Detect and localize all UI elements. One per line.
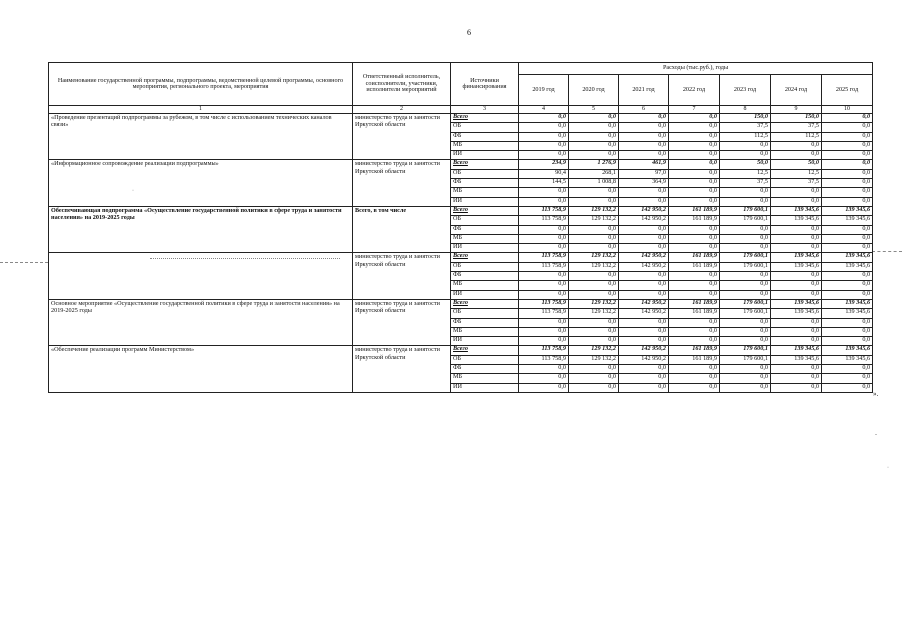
expense-value: 0,0 — [569, 123, 619, 132]
header-year: 2020 год — [569, 75, 619, 106]
expense-value: 129 132,2 — [569, 309, 619, 318]
expense-value: 0,0 — [519, 244, 569, 253]
header-year: 2019 год — [519, 75, 569, 106]
expense-value: 0,0 — [720, 188, 771, 197]
expense-value: 0,0 — [822, 197, 873, 206]
expense-value: 0,0 — [519, 337, 569, 346]
expense-value: 142 950,2 — [619, 206, 669, 215]
expense-value: 0,0 — [669, 318, 720, 327]
expense-value: 0,0 — [519, 281, 569, 290]
expense-value: 0,0 — [669, 123, 720, 132]
expense-value: 0,0 — [822, 337, 873, 346]
expense-value: 139 345,6 — [822, 216, 873, 225]
expense-value: 0,0 — [822, 383, 873, 392]
expense-value: 0,0 — [569, 188, 619, 197]
expense-value: 179 600,1 — [720, 346, 771, 355]
expense-value: 50,0 — [771, 160, 822, 169]
column-number: 5 — [569, 106, 619, 114]
expense-value: 0,0 — [569, 337, 619, 346]
column-number: 9 — [771, 106, 822, 114]
expense-value: 139 345,6 — [771, 262, 822, 271]
expense-value: 139 345,6 — [771, 253, 822, 262]
expense-value: 150,0 — [720, 114, 771, 123]
column-number: 3 — [451, 106, 519, 114]
header-expenses: Расходы (тыс.руб.), годы — [519, 63, 873, 75]
expense-value: 139 345,6 — [771, 206, 822, 215]
expense-value: 0,0 — [771, 188, 822, 197]
expense-value: 0,0 — [771, 318, 822, 327]
expense-value: 129 132,2 — [569, 262, 619, 271]
expense-value: 0,0 — [669, 179, 720, 188]
expense-value: 0,0 — [771, 225, 822, 234]
expense-value: 50,0 — [720, 160, 771, 169]
header-executor: Ответственный исполнитель, соисполнители, участники, исполнители мероприятий — [353, 63, 451, 106]
executor-name: министерство труда и занятости Иркутской области — [353, 253, 451, 299]
funding-source: ОБ — [451, 355, 519, 364]
budget-table — [48, 62, 873, 393]
closing-quote-mark: ». — [873, 390, 879, 398]
expense-value: 0,0 — [822, 114, 873, 123]
expense-value: 150,0 — [771, 114, 822, 123]
expense-value: 142 950,2 — [619, 355, 669, 364]
funding-source: ФБ — [451, 272, 519, 281]
funding-source: ОБ — [451, 216, 519, 225]
funding-source: МБ — [451, 234, 519, 243]
expense-value: 0,0 — [569, 327, 619, 336]
expense-value: 0,0 — [619, 132, 669, 141]
expense-value: 0,0 — [619, 337, 669, 346]
funding-source: МБ — [451, 141, 519, 150]
expense-value: 37,5 — [771, 123, 822, 132]
expense-value: 0,0 — [771, 374, 822, 383]
expense-value: 0,0 — [519, 318, 569, 327]
expense-value: 112,5 — [771, 132, 822, 141]
expense-value: 139 345,6 — [822, 346, 873, 355]
activity-name: «Обеспечение реализации программ Министерством» — [49, 346, 353, 392]
expense-value: 0,0 — [669, 244, 720, 253]
expense-value: 0,0 — [669, 197, 720, 206]
header-year: 2021 год — [619, 75, 669, 106]
expense-value: 0,0 — [720, 327, 771, 336]
expense-value: 0,0 — [822, 123, 873, 132]
expense-value: 0,0 — [669, 225, 720, 234]
funding-source: ФБ — [451, 225, 519, 234]
funding-source: Всего — [451, 114, 519, 123]
expense-value: 0,0 — [569, 132, 619, 141]
activity-name: «Проведение презентаций подпрограммы за рубежом, в том числе с использованием технических каналов связи» — [49, 114, 353, 160]
expense-value: 129 132,2 — [569, 253, 619, 262]
header-numbers-row — [49, 106, 873, 114]
expense-value: 139 345,6 — [771, 309, 822, 318]
expense-value: 0,0 — [720, 244, 771, 253]
expense-value: 161 189,9 — [669, 262, 720, 271]
expense-value: 0,0 — [569, 244, 619, 253]
expense-value: 139 345,6 — [822, 262, 873, 271]
funding-source: МБ — [451, 374, 519, 383]
expense-value: 161 189,9 — [669, 216, 720, 225]
expense-value: 0,0 — [669, 290, 720, 299]
expense-value: 161 189,9 — [669, 299, 720, 308]
expense-value: 0,0 — [519, 123, 569, 132]
expense-value: 0,0 — [669, 114, 720, 123]
expense-value: 0,0 — [822, 290, 873, 299]
expense-value: 0,0 — [669, 188, 720, 197]
expense-value: 0,0 — [569, 197, 619, 206]
funding-source: Всего — [451, 206, 519, 215]
expense-value: 0,0 — [519, 383, 569, 392]
expense-value: 0,0 — [569, 365, 619, 374]
expense-value: 179 600,1 — [720, 216, 771, 225]
expense-value: 139 345,6 — [771, 216, 822, 225]
expense-value: 0,0 — [519, 188, 569, 197]
expense-value: 0,0 — [669, 327, 720, 336]
column-number: 6 — [619, 106, 669, 114]
expense-value: 0,0 — [619, 234, 669, 243]
expense-value: 139 345,6 — [771, 355, 822, 364]
expense-value: 0,0 — [720, 383, 771, 392]
funding-source: ИИ — [451, 197, 519, 206]
expense-value: 0,0 — [619, 327, 669, 336]
expense-value: 179 600,1 — [720, 262, 771, 271]
expense-value: 0,0 — [619, 244, 669, 253]
column-number: 4 — [519, 106, 569, 114]
activity-name: Обеспечивающая подпрограмма «Осуществление государственной политики в сфере труда и занятости населения» на 2019-2025 годы — [49, 206, 353, 252]
expense-value: 0,0 — [569, 141, 619, 150]
expense-value: 0,0 — [720, 234, 771, 243]
expense-value: 0,0 — [519, 197, 569, 206]
activity-name — [49, 253, 353, 299]
expense-value: 0,0 — [822, 225, 873, 234]
expense-value: 0,0 — [569, 290, 619, 299]
expense-value: 12,5 — [771, 169, 822, 178]
expense-value: 113 758,9 — [519, 299, 569, 308]
expense-value: 129 132,2 — [569, 346, 619, 355]
expense-value: 0,0 — [771, 197, 822, 206]
expense-value: 179 600,1 — [720, 355, 771, 364]
expense-value: 0,0 — [619, 151, 669, 160]
executor-name: министерство труда и занятости Иркутской области — [353, 299, 451, 345]
expense-value: 0,0 — [771, 272, 822, 281]
expense-value: 0,0 — [720, 141, 771, 150]
expense-value: 0,0 — [822, 160, 873, 169]
expense-value: 0,0 — [519, 234, 569, 243]
expense-value: 461,9 — [619, 160, 669, 169]
expense-value: 0,0 — [822, 365, 873, 374]
header-row-top — [49, 63, 873, 75]
expense-value: 0,0 — [569, 225, 619, 234]
funding-source: МБ — [451, 281, 519, 290]
expense-value: 0,0 — [822, 151, 873, 160]
funding-source: ИИ — [451, 337, 519, 346]
expense-value: 0,0 — [771, 365, 822, 374]
table-row — [49, 160, 873, 169]
expense-value: 113 758,9 — [519, 355, 569, 364]
funding-source: Всего — [451, 299, 519, 308]
expense-value: 0,0 — [771, 337, 822, 346]
expense-value: 129 132,2 — [569, 216, 619, 225]
activity-name: «Информационное сопровождение реализации подпрограммы» — [49, 160, 353, 206]
expense-value: 12,5 — [720, 169, 771, 178]
expense-value: 364,9 — [619, 179, 669, 188]
table-row — [49, 299, 873, 308]
expense-value: 0,0 — [519, 141, 569, 150]
expense-value: 142 950,2 — [619, 299, 669, 308]
expense-value: 0,0 — [669, 337, 720, 346]
expense-value: 161 189,9 — [669, 346, 720, 355]
expense-value: 0,0 — [619, 272, 669, 281]
expense-value: 161 189,9 — [669, 309, 720, 318]
funding-source: ФБ — [451, 318, 519, 327]
expense-value: 0,0 — [569, 318, 619, 327]
expense-value: 0,0 — [822, 179, 873, 188]
expense-value: 179 600,1 — [720, 206, 771, 215]
header-year: 2023 год — [720, 75, 771, 106]
scan-mark-dot: · — [132, 188, 134, 194]
header-name: Наименование государственной программы, подпрограммы, ведомственной целевой программы, основного мероприятия, регионального проекта, мероприятия — [49, 63, 353, 106]
expense-value: 90,4 — [519, 169, 569, 178]
expense-value: 234,9 — [519, 160, 569, 169]
expense-value: 142 950,2 — [619, 262, 669, 271]
expense-value: 0,0 — [619, 114, 669, 123]
expense-value: 0,0 — [822, 272, 873, 281]
expense-value: 0,0 — [720, 365, 771, 374]
funding-source: ОБ — [451, 169, 519, 178]
header-year: 2022 год — [669, 75, 720, 106]
expense-value: 0,0 — [771, 151, 822, 160]
expense-value: 0,0 — [619, 281, 669, 290]
expense-value: 0,0 — [822, 327, 873, 336]
expense-value: 0,0 — [771, 281, 822, 290]
scan-mark-dot-2: · — [887, 465, 889, 471]
expense-value: 0,0 — [822, 188, 873, 197]
expense-value: 0,0 — [669, 365, 720, 374]
expense-value: 0,0 — [569, 151, 619, 160]
expense-value: 0,0 — [771, 141, 822, 150]
expense-value: 0,0 — [720, 318, 771, 327]
header-year: 2024 год — [771, 75, 822, 106]
activity-name: Основное мероприятие «Осуществление государственной политики в сфере труда и занятости населения» на 2019-2025 годы — [49, 299, 353, 345]
column-number: 2 — [353, 106, 451, 114]
expense-value: 139 345,6 — [822, 355, 873, 364]
expense-value: 0,0 — [519, 132, 569, 141]
funding-source: ОБ — [451, 123, 519, 132]
expense-value: 139 345,6 — [822, 206, 873, 215]
funding-source: МБ — [451, 327, 519, 336]
expense-value: 0,0 — [720, 290, 771, 299]
executor-name: министерство труда и занятости Иркутской области — [353, 114, 451, 160]
expense-value: 0,0 — [619, 383, 669, 392]
scan-line-right — [872, 251, 902, 252]
expense-value: 0,0 — [669, 383, 720, 392]
expense-value: 113 758,9 — [519, 346, 569, 355]
expense-value: 0,0 — [519, 374, 569, 383]
expense-value: 0,0 — [569, 114, 619, 123]
expense-value: 0,0 — [519, 365, 569, 374]
table-row — [49, 253, 873, 262]
expense-value: 129 132,2 — [569, 206, 619, 215]
funding-source: ФБ — [451, 132, 519, 141]
expense-value: 0,0 — [669, 234, 720, 243]
expense-value: 142 950,2 — [619, 253, 669, 262]
expense-value: 0,0 — [720, 281, 771, 290]
scan-line-left — [0, 262, 48, 263]
expense-value: 0,0 — [669, 160, 720, 169]
funding-source: ИИ — [451, 151, 519, 160]
expense-value: 0,0 — [569, 281, 619, 290]
expense-value: 179 600,1 — [720, 299, 771, 308]
expense-value: 129 132,2 — [569, 299, 619, 308]
column-number: 8 — [720, 106, 771, 114]
expense-value: 0,0 — [720, 374, 771, 383]
expense-value: 0,0 — [720, 197, 771, 206]
expense-value: 0,0 — [822, 281, 873, 290]
expense-value: 0,0 — [822, 141, 873, 150]
funding-source: ОБ — [451, 262, 519, 271]
expense-value: 0,0 — [771, 383, 822, 392]
executor-name: Всего, в том числе — [353, 206, 451, 252]
expense-value: 139 345,6 — [822, 299, 873, 308]
page-number: 6 — [467, 28, 471, 37]
expense-value: 0,0 — [569, 234, 619, 243]
expense-value: 0,0 — [720, 272, 771, 281]
expense-value: 142 950,2 — [619, 216, 669, 225]
expense-value: 112,5 — [720, 132, 771, 141]
column-number: 1 — [49, 106, 353, 114]
expense-value: 0,0 — [771, 234, 822, 243]
expense-value: 144,5 — [519, 179, 569, 188]
expense-value: 0,0 — [669, 169, 720, 178]
table-row — [49, 206, 873, 215]
funding-source: ИИ — [451, 244, 519, 253]
expense-value: 0,0 — [519, 225, 569, 234]
header-year: 2025 год — [822, 75, 873, 106]
expense-value: 0,0 — [720, 337, 771, 346]
expense-value: 0,0 — [720, 225, 771, 234]
expense-value: 37,5 — [720, 179, 771, 188]
expense-value: 0,0 — [771, 290, 822, 299]
expense-value: 0,0 — [669, 374, 720, 383]
expense-value: 0,0 — [619, 318, 669, 327]
expense-value: 0,0 — [822, 244, 873, 253]
expense-value: 139 345,6 — [822, 309, 873, 318]
expense-value: 0,0 — [669, 281, 720, 290]
expense-value: 0,0 — [519, 272, 569, 281]
funding-source: ФБ — [451, 179, 519, 188]
expense-value: 179 600,1 — [720, 309, 771, 318]
executor-name: министерство труда и занятости Иркутской области — [353, 346, 451, 392]
expense-value: 179 600,1 — [720, 253, 771, 262]
expense-value: 129 132,2 — [569, 355, 619, 364]
expense-value: 0,0 — [519, 151, 569, 160]
funding-source: ФБ — [451, 365, 519, 374]
funding-source: ИИ — [451, 290, 519, 299]
expense-value: 0,0 — [519, 290, 569, 299]
expense-value: 142 950,2 — [619, 346, 669, 355]
expense-value: 268,1 — [569, 169, 619, 178]
funding-source: Всего — [451, 346, 519, 355]
expense-value: 0,0 — [669, 141, 720, 150]
expense-value: 0,0 — [822, 318, 873, 327]
expense-value: 0,0 — [669, 151, 720, 160]
expense-value: 139 345,6 — [822, 253, 873, 262]
expense-value: 161 189,9 — [669, 253, 720, 262]
expense-value: 113 758,9 — [519, 216, 569, 225]
expense-value: 113 758,9 — [519, 206, 569, 215]
expense-value: 97,0 — [619, 169, 669, 178]
funding-source: Всего — [451, 253, 519, 262]
executor-name: министерство труда и занятости Иркутской области — [353, 160, 451, 206]
expense-value: 0,0 — [771, 244, 822, 253]
expense-value: 1 008,8 — [569, 179, 619, 188]
expense-value: 113 758,9 — [519, 309, 569, 318]
expense-value: 161 189,9 — [669, 206, 720, 215]
column-number: 7 — [669, 106, 720, 114]
table-body — [49, 114, 873, 393]
expense-value: 0,0 — [569, 374, 619, 383]
expense-value: 0,0 — [569, 272, 619, 281]
expense-value: 142 950,2 — [619, 309, 669, 318]
expense-value: 0,0 — [619, 197, 669, 206]
expense-value: 0,0 — [669, 272, 720, 281]
expense-value: 0,0 — [519, 114, 569, 123]
funding-source: МБ — [451, 188, 519, 197]
header-sources: Источники финансирования — [451, 63, 519, 106]
expense-value: 0,0 — [619, 365, 669, 374]
expense-value: 37,5 — [771, 179, 822, 188]
expense-value: 0,0 — [619, 290, 669, 299]
funding-source: ИИ — [451, 383, 519, 392]
expense-value: 113 758,9 — [519, 253, 569, 262]
expense-value: 0,0 — [771, 327, 822, 336]
expense-value: 139 345,6 — [771, 346, 822, 355]
table-row — [49, 114, 873, 123]
expense-value: 0,0 — [619, 123, 669, 132]
table-row — [49, 346, 873, 355]
expense-value: 0,0 — [822, 132, 873, 141]
expense-value: 1 276,9 — [569, 160, 619, 169]
expense-value: 0,0 — [669, 132, 720, 141]
expense-value: 0,0 — [569, 383, 619, 392]
column-number: 10 — [822, 106, 873, 114]
expense-value: 0,0 — [619, 225, 669, 234]
expense-value: 161 189,9 — [669, 355, 720, 364]
funding-source: ОБ — [451, 309, 519, 318]
expense-value: 37,5 — [720, 123, 771, 132]
expense-value: 0,0 — [619, 188, 669, 197]
expense-value: 0,0 — [822, 234, 873, 243]
expense-value: 0,0 — [720, 151, 771, 160]
expense-value: 0,0 — [822, 374, 873, 383]
expense-value: 139 345,6 — [771, 299, 822, 308]
expense-value: 0,0 — [822, 169, 873, 178]
expense-value: 0,0 — [619, 374, 669, 383]
expense-value: 113 758,9 — [519, 262, 569, 271]
expense-value: 0,0 — [619, 141, 669, 150]
funding-source: Всего — [451, 160, 519, 169]
scan-mark-dot-3: - — [875, 432, 877, 438]
expense-value: 0,0 — [519, 327, 569, 336]
